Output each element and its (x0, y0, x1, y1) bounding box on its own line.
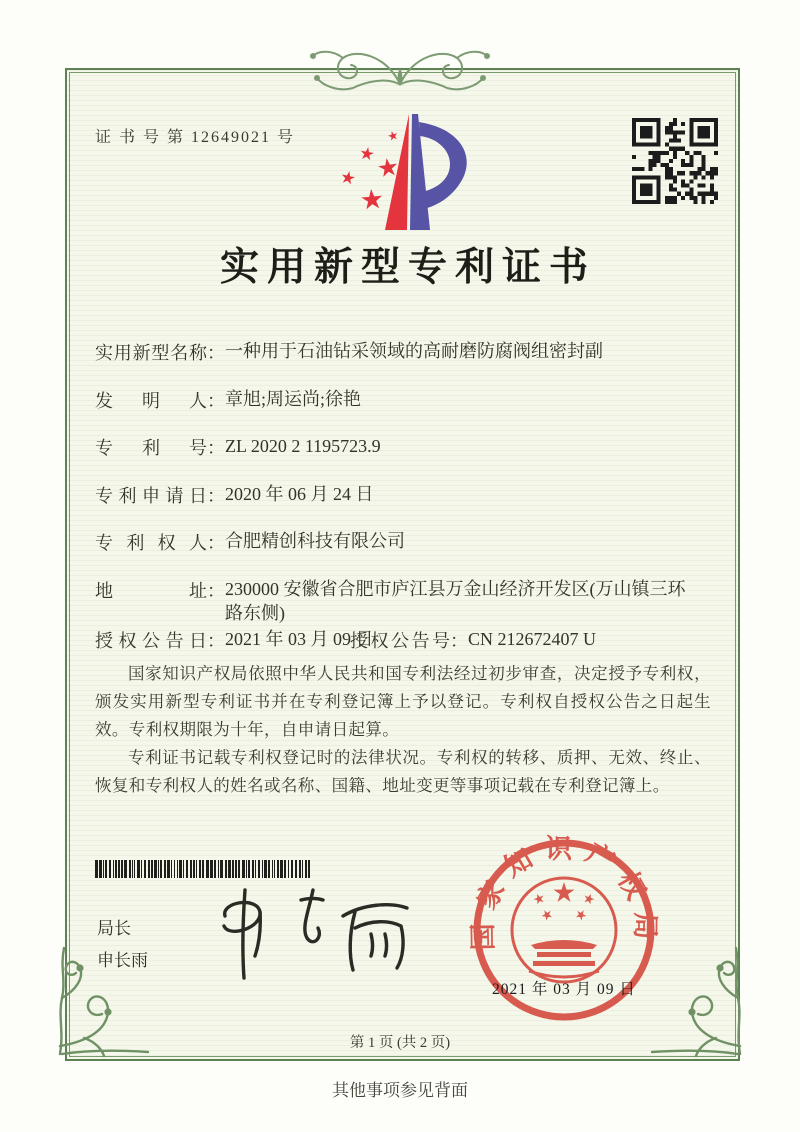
field-grant-row: 授权公告日 ： 2021 年 03 月 09 日 授权公告号 ： CN 212672407 U (95, 627, 719, 653)
legal-text (95, 660, 711, 800)
certificate-title: 实用新型专利证书 (219, 246, 596, 289)
top-flourish-ornament-icon (295, 40, 505, 92)
field-value: 230000 安徽省合肥市庐江县万金山经济开发区(万山镇三环路东侧) (225, 579, 686, 623)
field-value: 合肥精创科技有限公司 (225, 531, 405, 551)
field-label: 实用新型名称 (95, 343, 207, 363)
field-label: 专利权人 (95, 533, 207, 553)
director-signature (205, 876, 417, 984)
grant-date-value: 2021 年 03 月 09 日 (225, 629, 374, 649)
grant-number-group: 授权公告号 ： CN 212672407 U (350, 629, 597, 651)
grant-date-label: 授权公告日 (95, 631, 207, 651)
field-value: ZL 2020 2 1195723.9 (225, 436, 381, 456)
field-label: 发明人 (95, 391, 207, 411)
grant-number-label: 授权公告号 (350, 631, 450, 651)
field-label: 专利号 (95, 438, 207, 458)
page-number: 第 1 页 (共 2 页) (349, 1035, 451, 1051)
seal-date: 2021 年 03 月 09 日 (492, 981, 636, 998)
field-address: 地址 ： 230000 安徽省合肥市庐江县万金山经济开发区(万山镇三环路东侧) (95, 577, 719, 625)
qr-code (632, 118, 718, 204)
national-emblem-icon (512, 878, 616, 982)
field-value: 2020 年 06 月 24 日 (225, 484, 374, 504)
signer-name: 申长雨 (97, 951, 148, 970)
signer-title: 局长 (97, 919, 131, 938)
legal-paragraph-2: 专利证书记载专利权登记时的法律状况。专利权的转移、质押、无效、终止、恢复和专利权人的姓名或名称、国籍、地址变更等事项记载在专利登记簿上。 (95, 748, 711, 795)
field-value: 章旭;周运尚;徐艳 (225, 389, 362, 409)
field-patentee: 专利权人 ： 合肥精创科技有限公司 (95, 529, 719, 555)
field-inventors: 发明人 ： 章旭;周运尚;徐艳 (95, 387, 719, 413)
cnipa-logo-icon (336, 110, 486, 234)
back-note: 其他事项参见背面 (332, 1081, 468, 1100)
legal-paragraph-1: 国家知识产权局依照中华人民共和国专利法经过初步审查，决定授予专利权，颁发实用新型专利证书并在专利登记簿上予以登记。专利权自授权公告之日起生效。专利权期限为十年，自申请日起算。 (95, 664, 711, 739)
field-filing-date: 专利申请日 ： 2020 年 06 月 24 日 (95, 482, 719, 508)
field-patent-number: 专利号 ： ZL 2020 2 1195723.9 (95, 434, 719, 460)
seal-ring-text: 国家知识产权局 (467, 834, 661, 951)
field-value: 一种用于石油钻采领域的高耐磨防腐阀组密封副 (225, 341, 603, 361)
certificate-number: 证 书 号 第 12649021 号 (95, 129, 296, 146)
field-utility-model-name: 实用新型名称 ： 一种用于石油钻采领域的高耐磨防腐阀组密封副 (95, 339, 719, 365)
field-label: 地址 (95, 581, 207, 601)
grant-number-value: CN 212672407 U (468, 629, 597, 649)
field-label: 专利申请日 (95, 486, 207, 506)
